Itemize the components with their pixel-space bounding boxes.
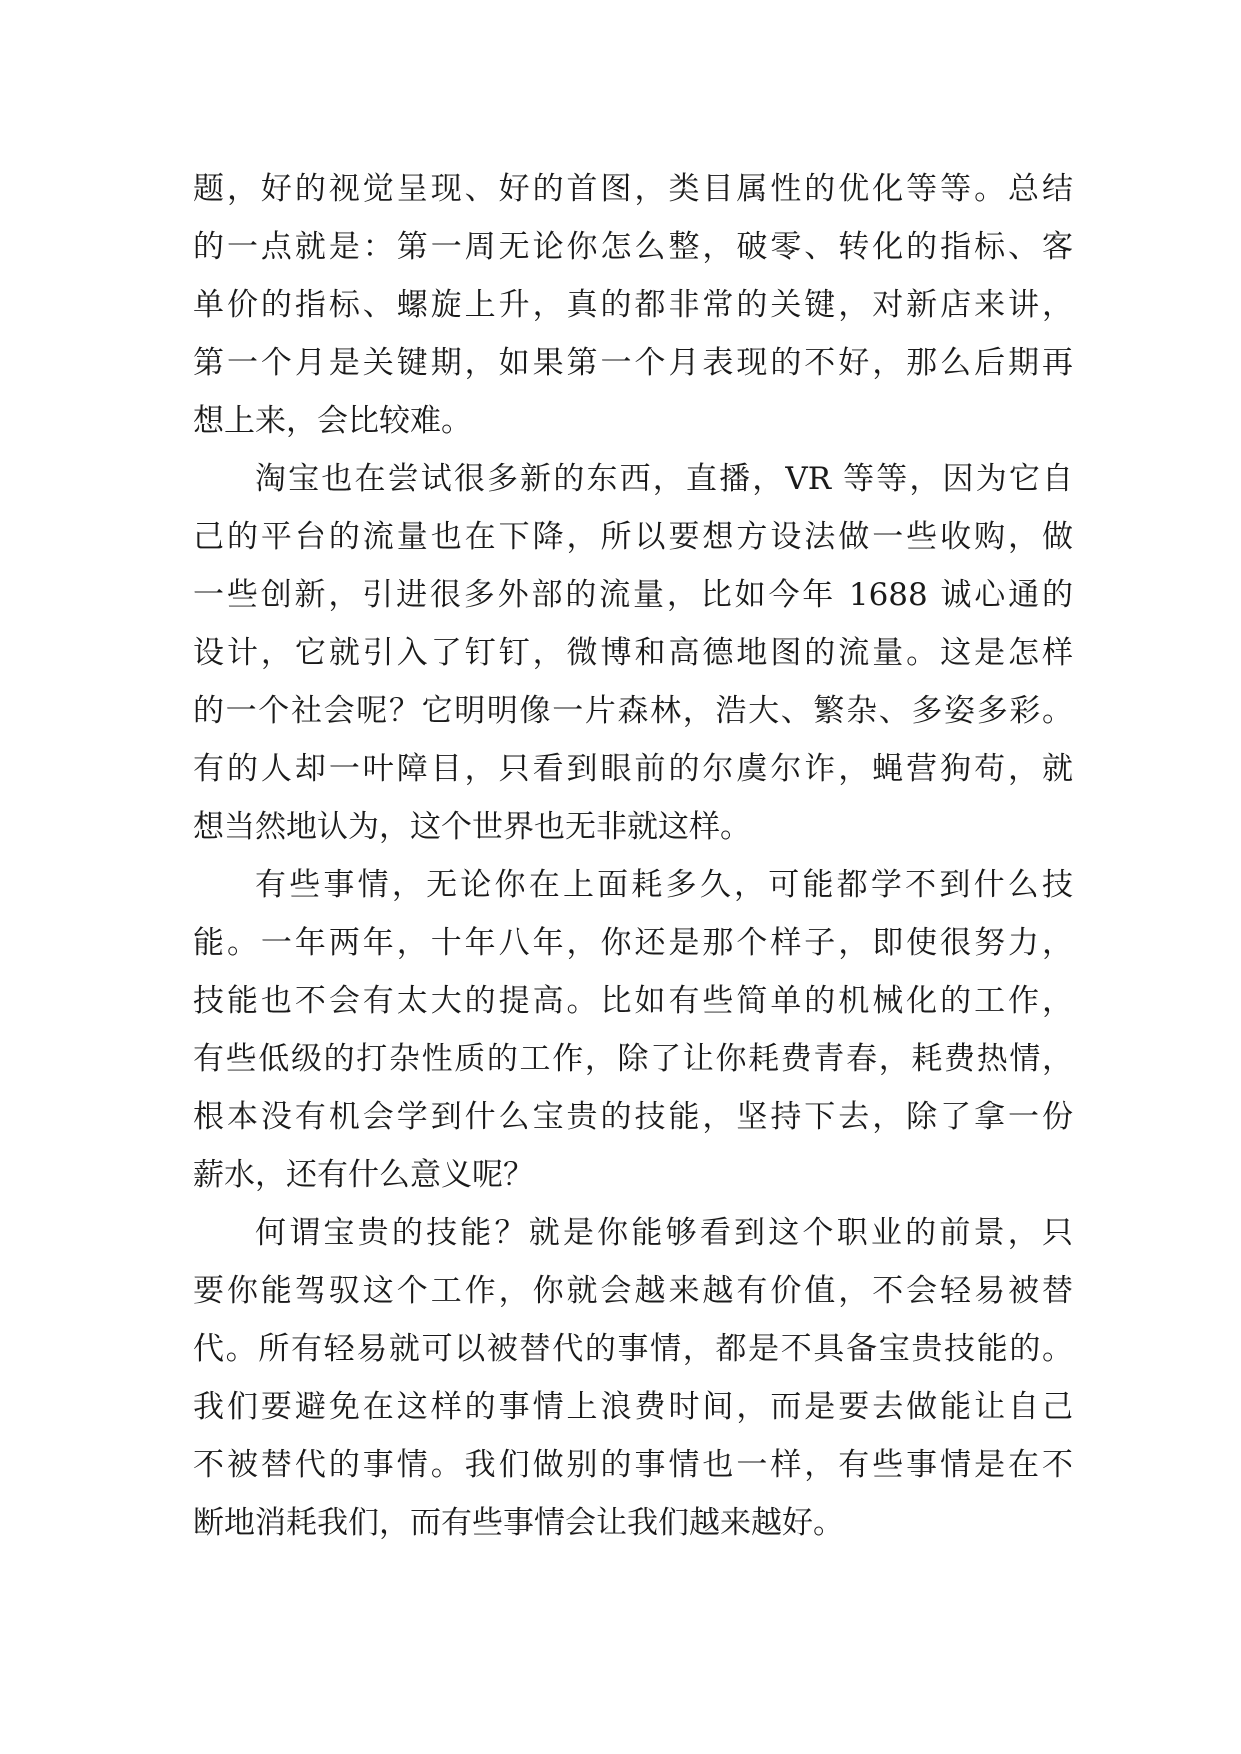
paragraph-2-line-3: 一些创新，引进很多外部的流量，比如今年 1688 诚心通的 bbox=[193, 577, 1073, 613]
paragraph-1-line-5: 想上来，会比较难。 bbox=[193, 403, 472, 439]
paragraph-3-line-2: 能。一年两年，十年八年，你还是那个样子，即使很努力， bbox=[193, 925, 1073, 961]
paragraph-1-line-4: 第一个月是关键期，如果第一个月表现的不好，那么后期再 bbox=[193, 345, 1073, 381]
paragraph-2-line-7: 想当然地认为，这个世界也无非就这样。 bbox=[193, 809, 751, 845]
paragraph-4-line-1: 何谓宝贵的技能？就是你能够看到这个职业的前景，只 bbox=[255, 1215, 1073, 1251]
paragraph-1-line-1: 题，好的视觉呈现、好的首图，类目属性的优化等等。总结 bbox=[193, 171, 1073, 207]
paragraph-2-line-6: 有的人却一叶障目，只看到眼前的尔虞尔诈，蝇营狗苟，就 bbox=[193, 751, 1073, 787]
paragraph-1-line-2: 的一点就是：第一周无论你怎么整，破零、转化的指标、客 bbox=[193, 229, 1073, 265]
paragraph-1-line-3: 单价的指标、螺旋上升，真的都非常的关键，对新店来讲， bbox=[193, 287, 1073, 323]
paragraph-3-line-1: 有些事情，无论你在上面耗多久，可能都学不到什么技 bbox=[255, 867, 1073, 903]
paragraph-2-line-5: 的一个社会呢？它明明像一片森林，浩大、繁杂、多姿多彩。 bbox=[193, 693, 1073, 729]
paragraph-4-line-6: 断地消耗我们，而有些事情会让我们越来越好。 bbox=[193, 1505, 844, 1541]
paragraph-2-line-2: 己的平台的流量也在下降，所以要想方设法做一些收购，做 bbox=[193, 519, 1073, 555]
paragraph-3-line-5: 根本没有机会学到什么宝贵的技能，坚持下去，除了拿一份 bbox=[193, 1099, 1073, 1135]
body-text bbox=[193, 160, 1073, 1552]
paragraph-4-line-5: 不被替代的事情。我们做别的事情也一样，有些事情是在不 bbox=[193, 1447, 1073, 1483]
paragraph-3-line-4: 有些低级的打杂性质的工作，除了让你耗费青春，耗费热情， bbox=[193, 1041, 1073, 1077]
paragraph-4-line-3: 代。所有轻易就可以被替代的事情，都是不具备宝贵技能的。 bbox=[193, 1331, 1073, 1367]
paragraph-4-line-4: 我们要避免在这样的事情上浪费时间，而是要去做能让自己 bbox=[193, 1389, 1073, 1425]
paragraph-2-line-1: 淘宝也在尝试很多新的东西，直播，VR 等等，因为它自 bbox=[255, 461, 1073, 497]
paragraph-4-line-2: 要你能驾驭这个工作，你就会越来越有价值，不会轻易被替 bbox=[193, 1273, 1073, 1309]
paragraph-2-line-4: 设计，它就引入了钉钉，微博和高德地图的流量。这是怎样 bbox=[193, 635, 1073, 671]
paragraph-3-line-3: 技能也不会有太大的提高。比如有些简单的机械化的工作， bbox=[193, 983, 1073, 1019]
paragraph-3-line-6: 薪水，还有什么意义呢？ bbox=[193, 1157, 534, 1193]
